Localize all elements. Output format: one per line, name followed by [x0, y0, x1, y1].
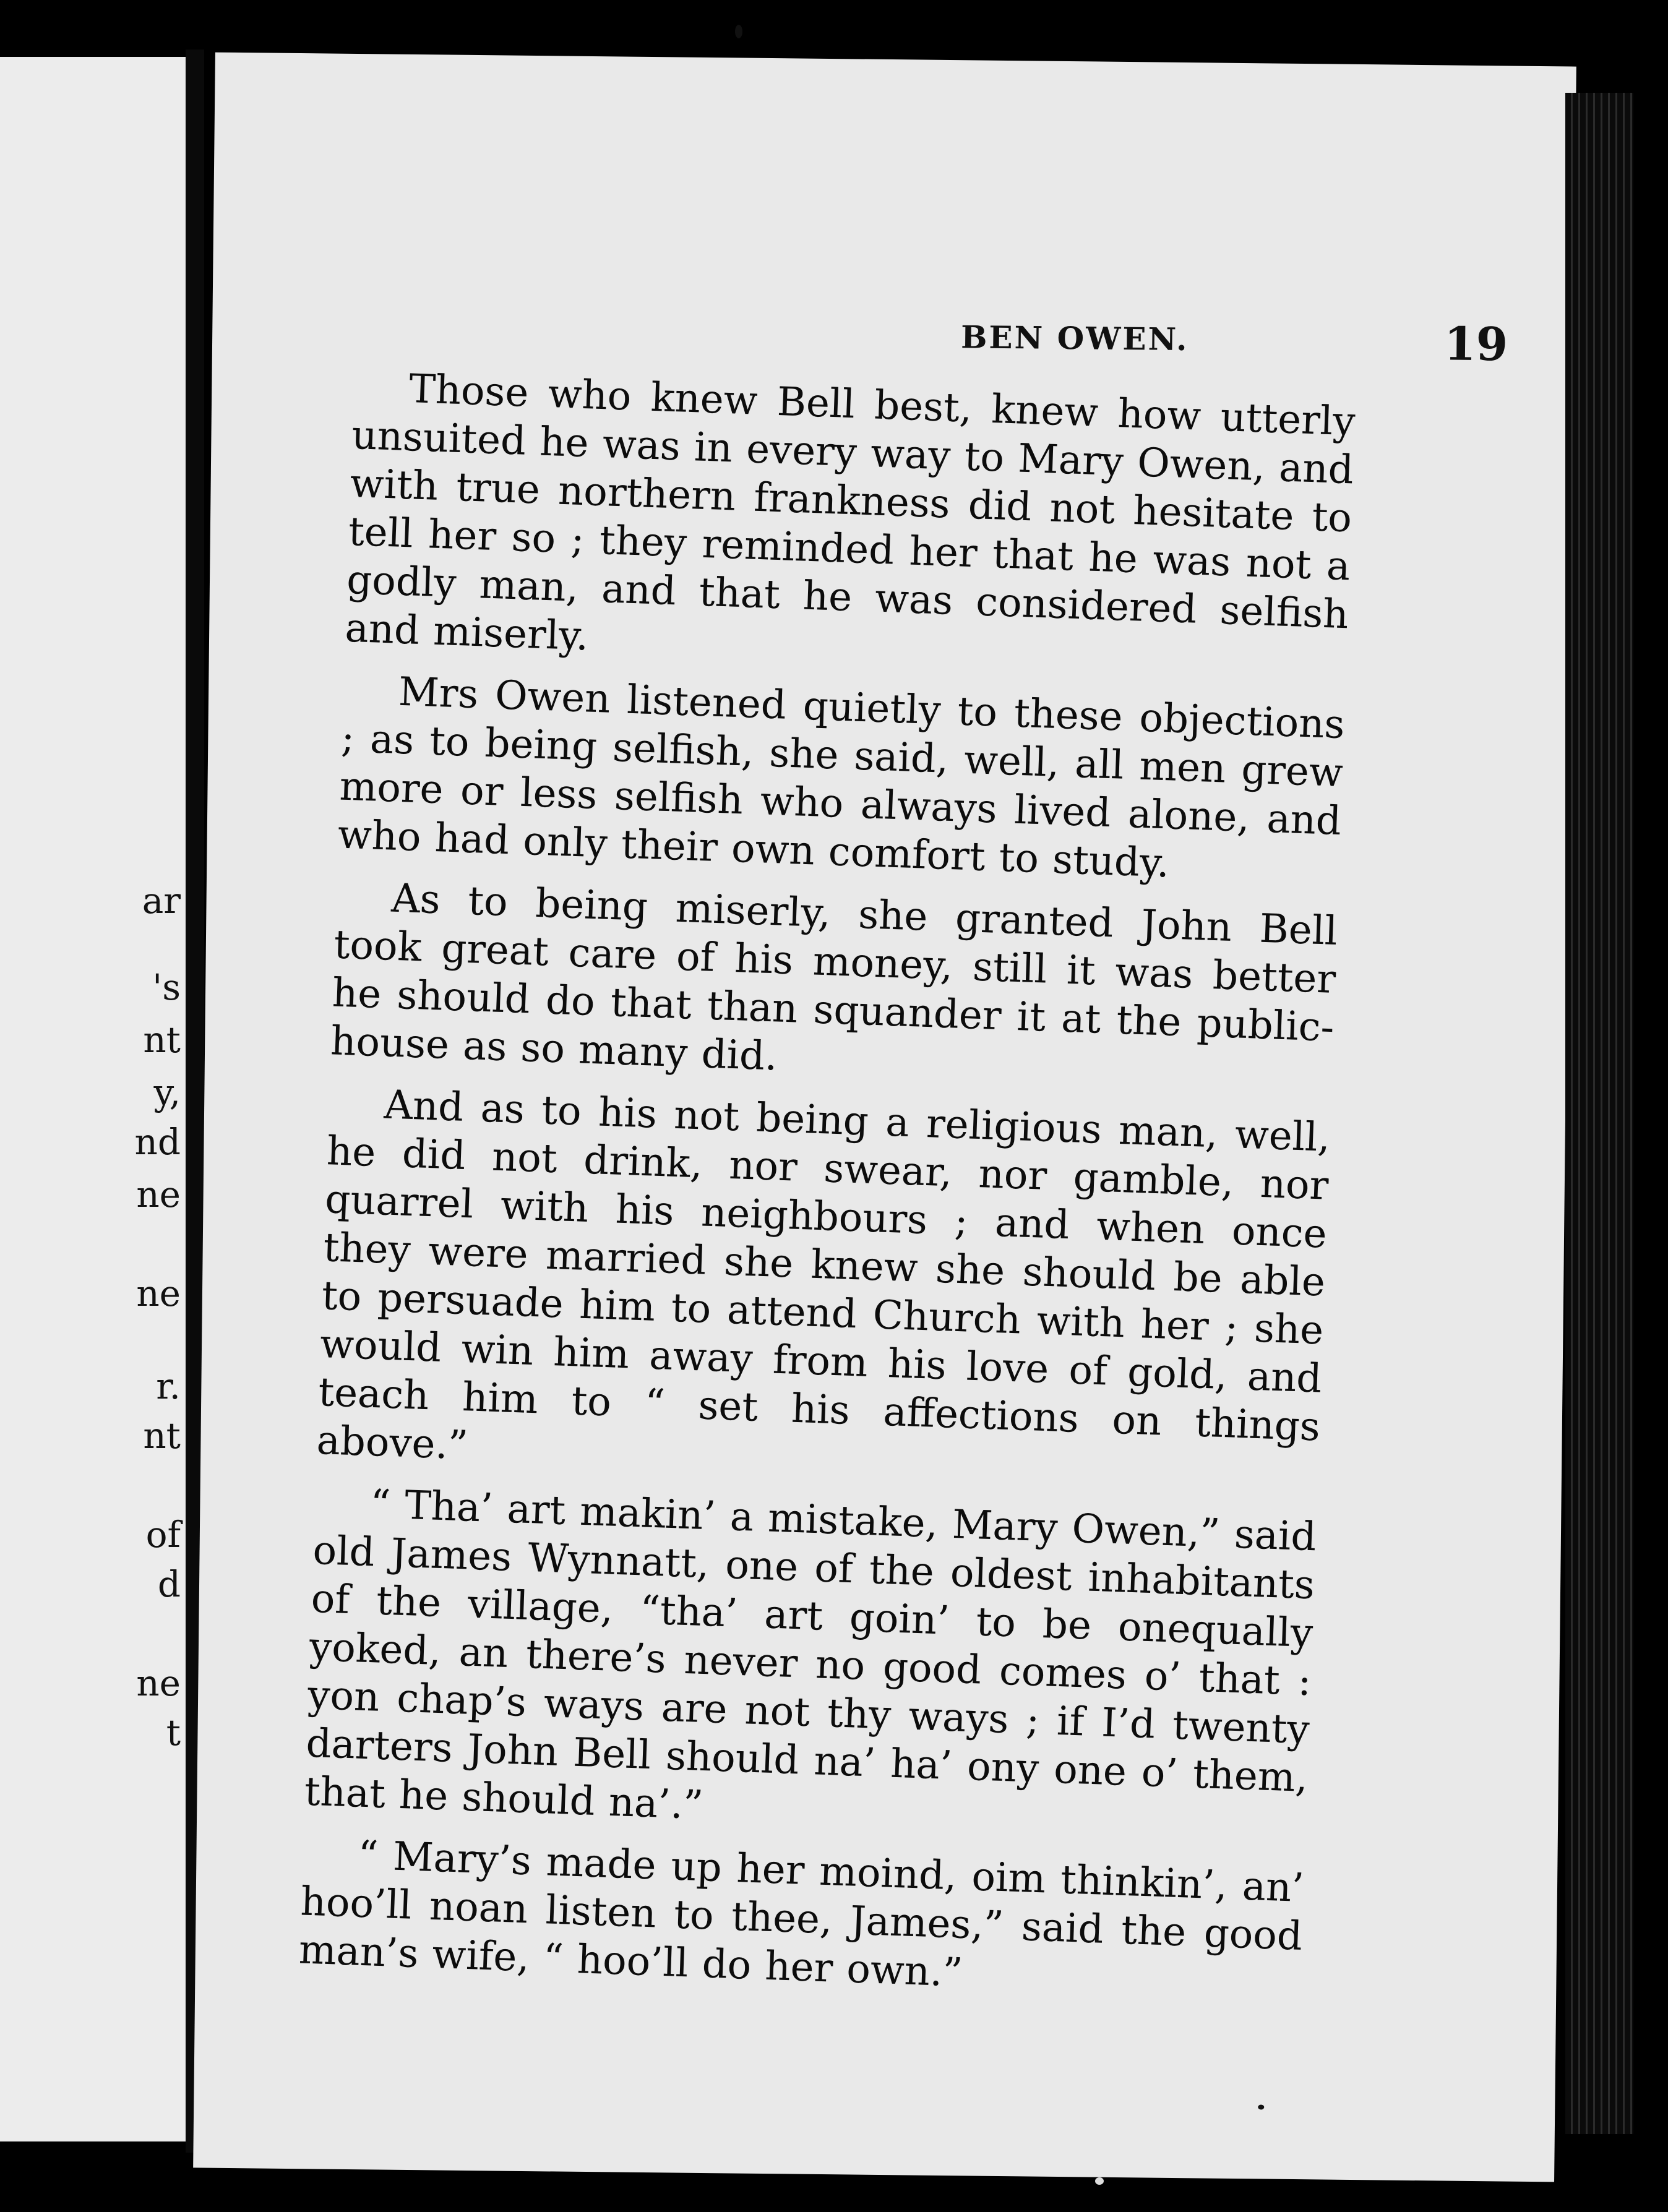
left-fragment: ar	[142, 880, 181, 922]
left-fragment: ne	[136, 1272, 181, 1314]
paragraph: “ Mary’s made up her moind, oim thinkin’, an’ hoo’ll noan listen to thee, James,” said the good man’s wife, “ hoo’ll do her own.”	[298, 1832, 1305, 1996]
left-page	[0, 57, 189, 2141]
left-fragment: nd	[134, 1121, 181, 1163]
paragraph: And as to his not being a religious man, well, he did not drink, nor swear, nor gamble, nor quarrel with his neighbours ; and when once they were married she knew she should be able to persuade him to attend Church with her ; she would win him away from his love of gold, and teach him to “ set his affections on things above.”	[316, 1082, 1331, 1469]
left-fragment: y,	[153, 1071, 181, 1113]
paragraph: Those who knew Bell best, knew how utterly unsuited he was in every way to Mary Owen, and with true northern frankness did not hesitate to tell her so ; they reminded her that he was not a godly man, and that he was considered selfish and miserly.	[344, 366, 1356, 660]
left-fragment: r.	[156, 1365, 181, 1407]
left-fragment: 's	[152, 966, 181, 1008]
paragraph: Mrs Owen listened quietly to these objections ; as to being selfish, she said, well, all men grew more or less selfish who always lived alone, and who had only their own comfort to study.	[337, 669, 1346, 887]
left-fragment: nt	[143, 1019, 181, 1061]
left-fragment: ne	[136, 1662, 181, 1704]
page-stack-edge	[1565, 93, 1633, 2134]
left-fragment: of	[145, 1514, 181, 1556]
page-number: 19	[1443, 317, 1508, 372]
scan-speck	[735, 25, 742, 38]
scan-speck	[1258, 2104, 1264, 2109]
left-fragment: nt	[143, 1415, 181, 1457]
paragraph: “ Tha’ art makin’ a mistake, Mary Owen,” said old James Wynnatt, one of the oldest inhabitants of the village, “tha’ art goin’ to be onequally yoked, an there’s never no good comes o’ that : yon chap’s ways are not thy ways ; if I’d twenty darters John Bell should na’ ha’ ony one o’ them, that he should na’.”	[303, 1481, 1317, 1829]
scan-speck	[1095, 2177, 1104, 2185]
left-fragment: ne	[136, 1173, 181, 1215]
left-fragment: t	[166, 1712, 181, 1754]
left-fragment: d	[157, 1563, 181, 1605]
running-head	[355, 306, 1531, 374]
paragraph: As to being miserly, she granted John Bell took great care of his money, still it was better he should do that than squander it at the public-house as so many did.	[330, 875, 1338, 1080]
running-head-title: BEN OWEN.	[960, 319, 1189, 358]
body-text	[298, 363, 1356, 2023]
left-page-text-fragments	[106, 57, 181, 2141]
right-page	[193, 53, 1576, 2182]
